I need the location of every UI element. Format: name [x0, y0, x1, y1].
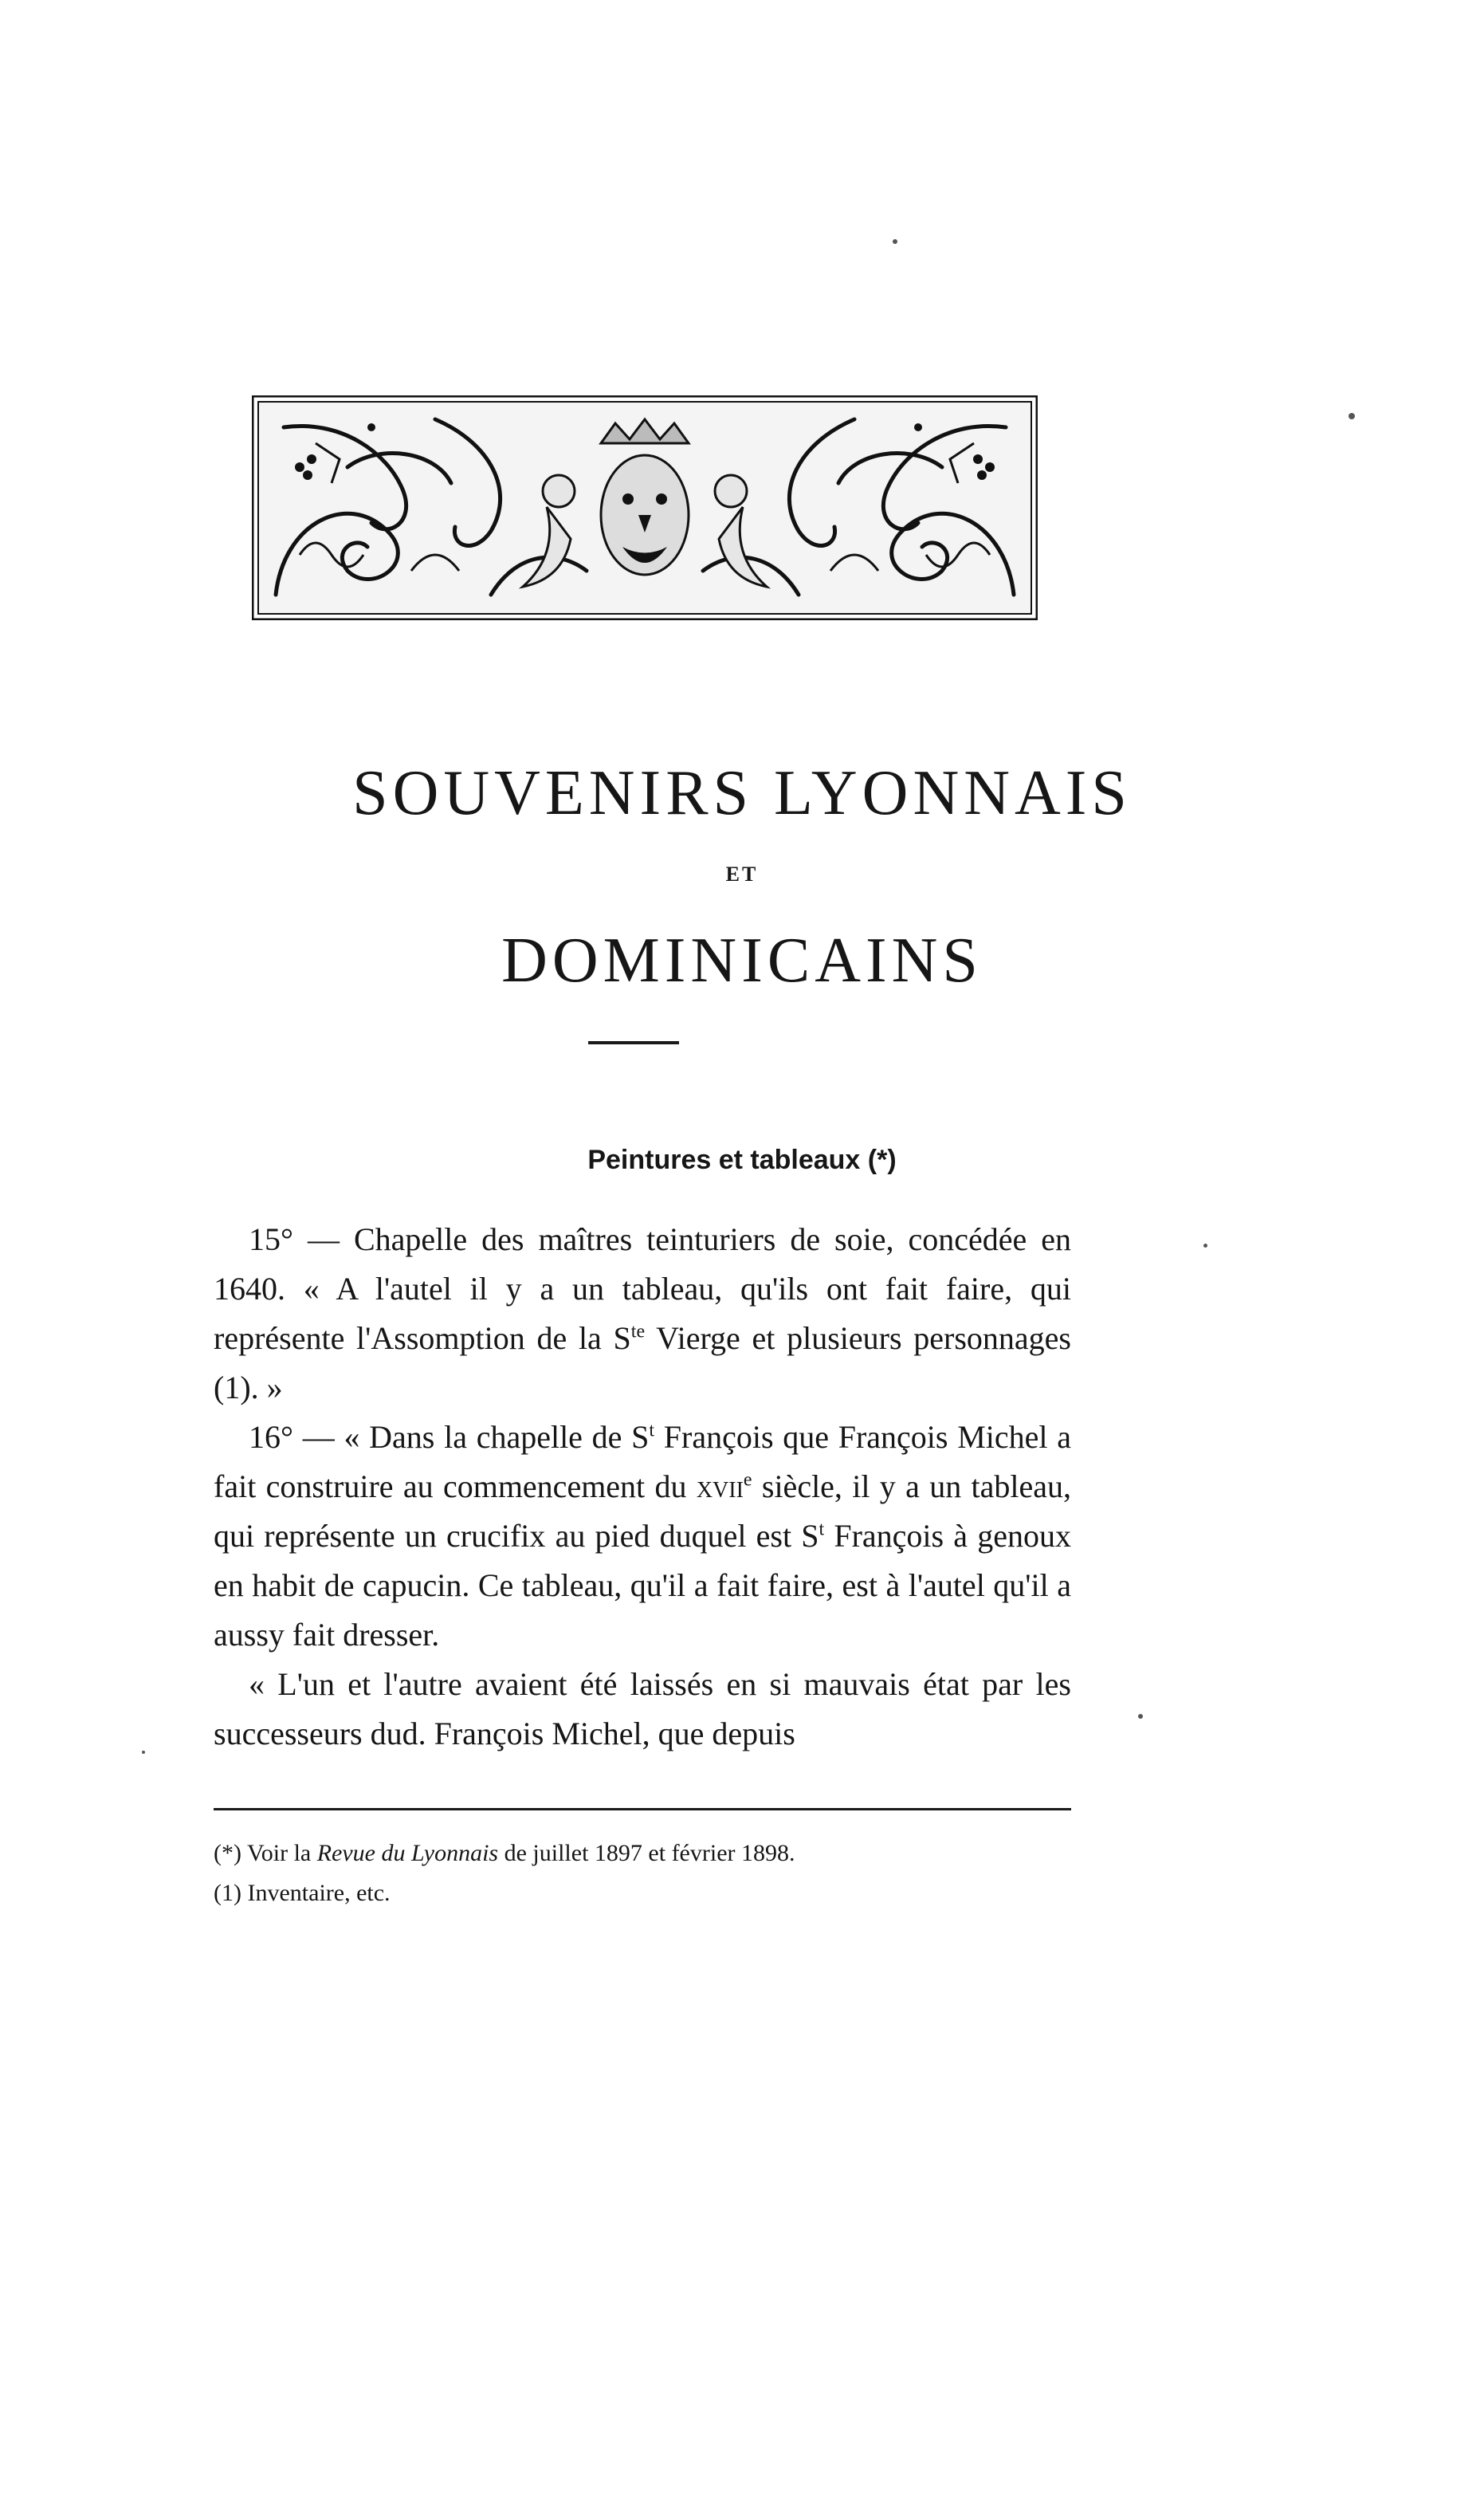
paragraph-16-sup-c: t — [819, 1519, 825, 1540]
footnote-asterisk — [214, 1834, 1071, 1873]
decorative-headpiece-ornament — [252, 395, 1038, 620]
scan-speck — [1349, 413, 1355, 419]
paragraph-16-text-c: siècle, il y a un tableau, qui représente un crucifix au pied duquel est S — [214, 1468, 1071, 1554]
title-line-1: SOUVENIRS LYONNAIS — [352, 758, 1132, 828]
scan-speck — [1138, 1714, 1143, 1719]
footnote-divider — [214, 1808, 1071, 1810]
scan-speck — [893, 239, 897, 244]
paragraph-16-sup-b: e — [743, 1469, 752, 1491]
title-line-2: DOMINICAINS — [501, 926, 983, 996]
paragraph-continued: « L'un et l'autre avaient été laissés en si mauvais état par les successeurs dud. François Michel, que depuis — [214, 1666, 1071, 1751]
paragraph-16-sup-a: t — [649, 1420, 655, 1441]
title-connector: ET — [725, 863, 759, 886]
paragraph-16-text-d: François à genoux en habit de capucin. Ce tableau, qu'il a fait faire, est à l'autel qu'il a aussy fait dresser. — [214, 1518, 1071, 1653]
paragraph-16-text-a: — « Dans la chapelle de S — [293, 1419, 650, 1455]
title-divider — [588, 1041, 679, 1044]
paragraph-15-sup-a: te — [630, 1321, 646, 1342]
scan-speck — [142, 1751, 145, 1754]
footnote-asterisk-text-a: Voir la — [241, 1840, 317, 1866]
paragraph-16 — [214, 1413, 1071, 1660]
section-heading: Peintures et tableaux (*) — [587, 1145, 897, 1175]
footnote-asterisk-marker: (*) — [214, 1840, 241, 1866]
footnote-1-marker: (1) — [214, 1880, 241, 1906]
body-text — [214, 1215, 1071, 1759]
footnote-1-text: Inventaire, etc. — [241, 1880, 391, 1906]
paragraph-15-text-b: Vierge et plusieurs personnages (1). » — [214, 1320, 1071, 1405]
footnote-1 — [214, 1873, 1071, 1913]
ornament-engraving — [252, 395, 1038, 620]
paragraph-15-text-a: — Chapelle des maîtres teinturiers de soie, concédée en 1640. « A l'autel il y a un tableau, qu'ils ont fait faire, qui représente l'Assomption de la S — [214, 1221, 1071, 1356]
item-number-16: 16° — [249, 1419, 293, 1455]
paragraph-16-century: xvii — [696, 1468, 744, 1504]
scan-speck — [1203, 1244, 1207, 1248]
footnote-journal-title: Revue du Lyonnais — [316, 1840, 499, 1866]
item-number-15: 15° — [249, 1221, 293, 1257]
footnotes — [214, 1834, 1071, 1913]
footnote-asterisk-text-b: de juillet 1897 et février 1898. — [498, 1840, 795, 1866]
paragraph-16-text-b: François que François Michel a fait construire au commencement du — [214, 1419, 1071, 1504]
paragraph-15 — [214, 1215, 1071, 1413]
